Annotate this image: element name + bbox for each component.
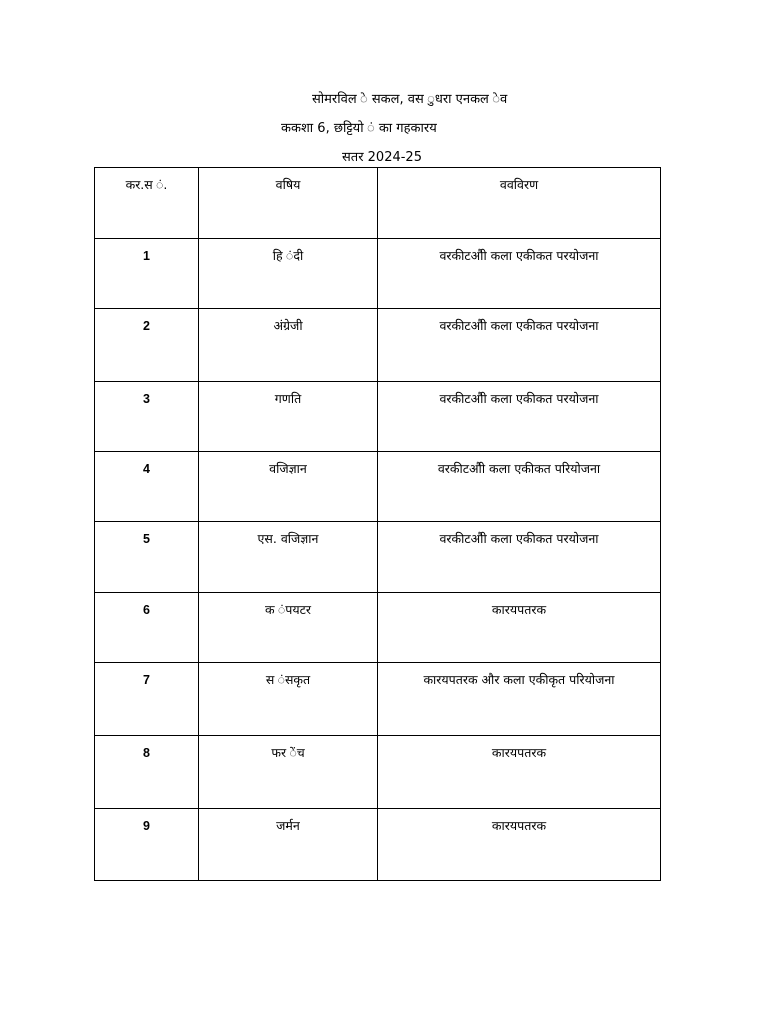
row-number: 3 (95, 382, 199, 452)
row-subject: स ंसकृत (199, 663, 378, 736)
table-row (95, 663, 661, 736)
row-detail: वरकीटऔी कला एकीकत परयोजना (378, 309, 661, 382)
row-number: 6 (95, 593, 199, 663)
table-row (95, 452, 661, 522)
row-subject: गणति (199, 382, 378, 452)
row-number: 8 (95, 736, 199, 809)
table-row (95, 593, 661, 663)
row-number: 2 (95, 309, 199, 382)
school-name: सोमरविल े सकल, वस ुधरा एनकल ेव (312, 92, 508, 107)
row-subject: एस. वजिज्ञान (199, 522, 378, 593)
table-header-row (95, 168, 661, 239)
row-subject: क ंपयटर (199, 593, 378, 663)
row-detail: कारयपतरक (378, 593, 661, 663)
row-detail: वरकीटऔी कला एकीकत परयोजना (378, 522, 661, 593)
row-subject: वजिज्ञान (199, 452, 378, 522)
row-subject: हि ंदी (199, 239, 378, 309)
row-detail: कारयपतरक और कला एकीकृत परियोजना (378, 663, 661, 736)
table-row (95, 736, 661, 809)
row-subject: फर ेंच (199, 736, 378, 809)
row-detail: वरकीटऔी कला एकीकत परयोजना (378, 239, 661, 309)
class-homework-title: ककशा 6, छट्टियो ं का गहकारय (281, 121, 437, 136)
row-detail: कारयपतरक (378, 809, 661, 881)
row-detail: वरकीटऔी कला एकीकत परयोजना (378, 382, 661, 452)
row-number: 4 (95, 452, 199, 522)
table-row (95, 522, 661, 593)
row-number: 7 (95, 663, 199, 736)
column-header-subject: वषिय (199, 168, 378, 239)
homework-table (94, 167, 661, 881)
table-row (95, 239, 661, 309)
table-row (95, 382, 661, 452)
column-header-detail: ववविरण (378, 168, 661, 239)
column-header-serial: कर.स ं. (95, 168, 199, 239)
row-number: 1 (95, 239, 199, 309)
table-row (95, 809, 661, 881)
row-detail: कारयपतरक (378, 736, 661, 809)
session-year: सतर 2024-25 (342, 150, 422, 165)
row-number: 9 (95, 809, 199, 881)
row-subject: अंग्रेजी (199, 309, 378, 382)
row-subject: जर्मन (199, 809, 378, 881)
table-row (95, 309, 661, 382)
row-number: 5 (95, 522, 199, 593)
row-detail: वरकीटऔी कला एकीकत परियोजना (378, 452, 661, 522)
